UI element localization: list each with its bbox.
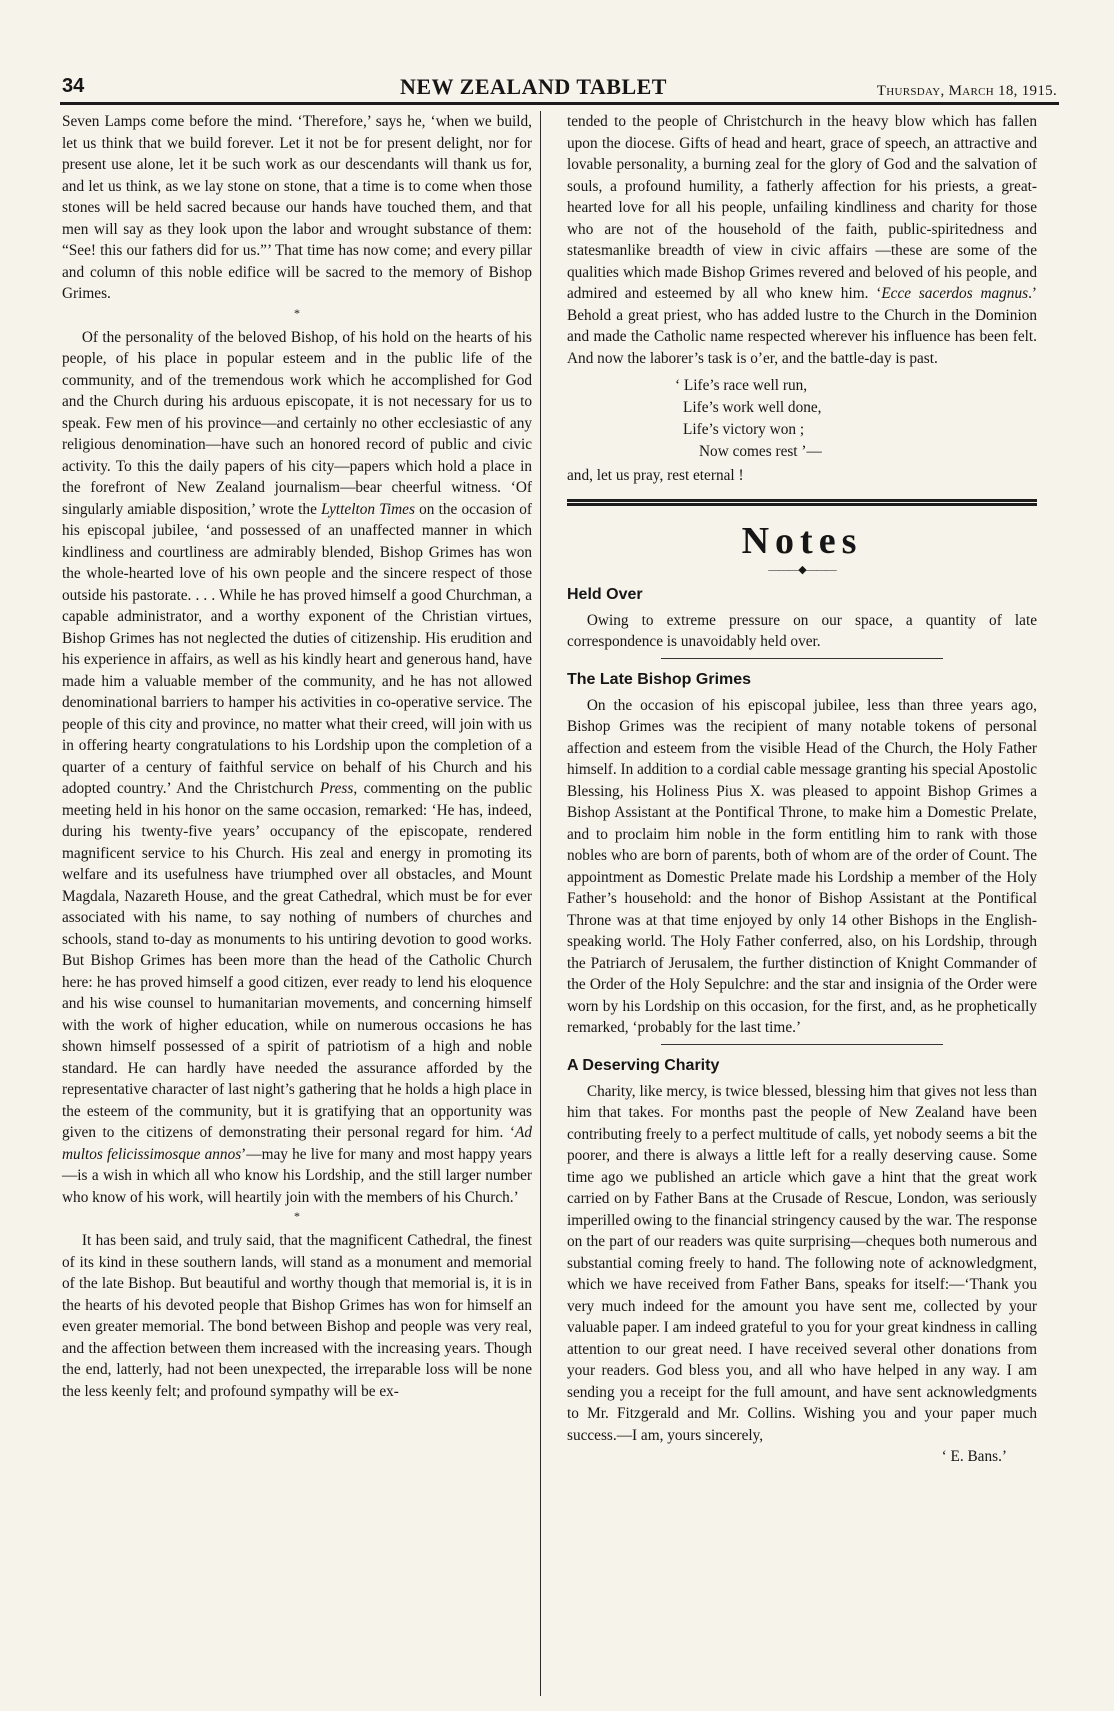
section-body-deserving-charity: Charity, like mercy, is twice blessed, blessing him that gives not less than him that takes. For months past the people of New Zealand have been contributing freely to a perfect multitude of calls, yet nobody seems a bit the poorer, and there is always a little left for a really deserving cause. Some time ago we published an article which gave a hint that the great work carried on by Father Bans at the Crusade of Rescue, London, was seriously imperilled owing to the financial stringency caused by the war. The response on the part of our readers was quite surprising—cheques both numerous and substantial coming freely to hand. The following note of acknowledgment, which we have received from Father Bans, speaks for itself:—‘Thank you very much indeed for the amount you have sent me, collected by your valuable paper. I am indeed grateful to you for your great kindness in calling attention to our great need. I have received several other donations from your readers. God bless you, and all who have helped in any way. I am sending you a receipt for the full amount, and have sent acknowledgments to Mr. Fitzgerald and Mr. Collins. Wishing you and your paper much success.—I am, yours sincerely, — [567, 1082, 1037, 1444]
section-heading-deserving-charity: A Deserving Charity — [567, 1056, 720, 1074]
section-body-held-over: Owing to extreme pressure on our space, a quantity of late correspondence is unavoidably held over. — [567, 611, 1037, 650]
text-run: , commenting on the public meeting held in his honor on the same occasion, remarked: ‘He has, indeed, during his twenty-five years’ occupancy of the episcopate, rendered magnificent service to his Church. His zeal and energy in promoting its welfare and its usefulness have triumphed over all obstacles, and Mount Magdala, Nazareth House, and the great Cathedral, which must be for ever associated with his name, to say nothing of numbers of churches and schools, stand to-day as monuments to his untiring devotion to good works. But Bishop Grimes has been more than the head of the Catholic Church here: he has proved himself a good citizen, ever ready to lend his eloquence and his wise counsel to humanitarian movements, and concerning himself with the work of higher education, while on numerous occasions he has shown himself possessed of a spirit of patriotism of a high and noble standard. He can hardly have needed the assurance afforded by the representative character of last night’s gathering that he holds a high place in the esteem of the community, but it is gratifying that an opportunity was given to the citizens of demonstrating their personal regard for him. ‘ — [62, 780, 533, 1141]
page-header — [60, 62, 1059, 105]
text-run: .’ Behold a great priest, who has added lustre to the Church in the Dominion and made the Catholic name respected wherever his influence has been felt. And now the laborer’s task is o’er, and the battle-day is past. — [567, 285, 1037, 367]
text-run: Of the personality of the beloved Bishop, of his hold on the hearts of his people, of his place in popular esteem and in the public life of the community, and of the tremendous work which he accomplished for God and the Church during his arduous episcopate, it is not necessary for us to speak. Few men of his province—and certainly no other ecclesiastic of any religious denomination—have such an honored record of public and civic activity. To this the daily papers of his city—papers which hold a place in the forefront of New Zealand journalism—bear cheerful witness. ‘Of singularly amiable disposition,’ wrote the — [62, 328, 532, 518]
poem-stanza — [675, 375, 1037, 463]
double-rule-divider — [567, 499, 1037, 506]
section-heading-held-over: Held Over — [567, 585, 643, 603]
poem-line: ‘ Life’s race well run, — [675, 377, 808, 394]
journal-title: NEW ZEALAND TABLET — [400, 74, 667, 99]
paragraph-continued-tribute — [567, 111, 1037, 369]
section-asterisk: * — [294, 1209, 300, 1223]
section-body-late-bishop: On the occasion of his episcopal jubilee, less than three years ago, Bishop Grimes was the recipient of many notable tokens of personal affection and esteem from the visible Head of the Church, the Holy Father himself. In addition to a cordial cable message granting his special Apostolic Blessing, his Holiness Pius X. was pleased to appoint Bishop Grimes a Bishop Assistant at the Pontifical Throne, to make him a Domestic Prelate, and to proclaim him noble in the form entitling him to rank with those nobles who are born of parents, both of whom are of the order of Count. The appointment as Domestic Prelate made his Lordship a member of the Holy Father’s household: and the honor of Bishop Assistant at the Pontifical Throne was at that time enjoyed by only 14 other Bishops in the English-speaking world. The Holy Father conferred, also, on his Lordship, through the Patriarch of Jerusalem, the further distinction of Knight Commander of the Order of the Holy Sepulchre: and the star and insignia of the Order were worn by his Lordship on this occasion, for the first, and, as he prophetically remarked, ‘probably for the last time.’ — [567, 696, 1037, 1036]
newspaper-title: Lyttelton Times — [321, 500, 415, 518]
paragraph-seven-lamps: Seven Lamps come before the mind. ‘Therefore,’ says he, ‘when we build, let us think that we build forever. Let it not be for present delight, nor for present use alone, let it be such work as our descendants will thank us for, and let us think, as we lay stone on stone, that a time is to come when those stones will be held sacred because our hands have touched them, and that men will say as they look upon the labor and wrought substance of them: “See! this our fathers did for us.”’ That time has now come; and every pillar and column of this noble edifice will be sacred to the memory of Bishop Grimes. — [62, 113, 532, 302]
short-rule — [661, 1044, 943, 1045]
right-column — [567, 111, 1037, 1468]
poem-line: Life’s work well done, — [683, 399, 822, 416]
section-heading-late-bishop: The Late Bishop Grimes — [567, 670, 752, 688]
text-run: tended to the people of Christchurch in the heavy blow which has fallen upon the diocese. Gifts of head and heart, grace of speech, an attractive and lovable personality, a burning zeal for the glory of God and the salvation of souls, a profound humility, a fatherly affection for his priests, a great-hearted love for all his people, unfailing kindliness and charity for those who are not of the household of the faith, public-spiritedness and statesmanlike breadth of view in civic affairs —these are some of the qualities which made Bishop Grimes revered and beloved of his people, and admired and esteemed by all who knew him. ‘ — [567, 113, 1037, 302]
notes-heading: Notes — [741, 519, 863, 562]
short-rule — [661, 658, 943, 659]
latin-phrase: Ecce sacerdos magnus — [881, 285, 1029, 302]
poem-line: Now comes rest ’— — [699, 443, 822, 460]
letter-signature: ‘ E. Bans.’ — [941, 1448, 1007, 1465]
paragraph-cathedral-memorial: It has been said, and truly said, that the magnificent Cathedral, the finest of its kind in these southern lands, will stand as a monument and memorial of the late Bishop. But beautiful and worthy though that memorial is, it is in the hearts of his devoted people that Bishop Grimes has won for himself an even greater memorial. The bond between Bishop and people was very real, and the affection between them increased with the increasing years. Though the end, latterly, had not been unexpected, the irreparable loss will be none the less keenly felt; and profound sympathy will be ex- — [62, 1232, 532, 1400]
text-run: ’—may he live for many and most happy years—is a wish in which all who know his Lordship, and the still larger number who know of his work, will heartily join with the members of his Church.’ — [62, 1145, 532, 1206]
poem-line: Life’s victory won ; — [683, 421, 805, 438]
left-column — [62, 111, 532, 1402]
paragraph-personality — [62, 327, 532, 1209]
issue-date: Thursday, March 18, 1915. — [876, 83, 1057, 99]
page-number: 34 — [62, 75, 85, 97]
text-run: on the occasion of his episcopal jubilee, ‘and possessed of an unaffected manner in which kindliness and courtliness are admirably blended, Bishop Grimes has won the whole-hearted love of his own people and the sincere respect of those outside his pastorate. . . . While he has proved himself a good Churchman, a capable administrator, and a worthy exponent of the Christian virtues, Bishop Grimes has not neglected the duties of citizenship. His erudition and his experience in affairs, as well as his kindly heart and generous hand, have made him a valuable member of the community, and he has not allowed denominational barriers to hamper his activities in co-operative service. The people of this city and province, no matter what their creed, will join with us in offering hearty congratulations to his Lordship upon the completion of a quarter of a century of faithful service on behalf of his Church and his adopted country.’ And the Christchurch — [62, 500, 532, 797]
section-asterisk: * — [294, 305, 300, 320]
ornament-divider: ———◆——— — [768, 563, 836, 576]
latin-phrase: Ad multos felicissimosque annos — [62, 1124, 532, 1163]
column-divider — [540, 111, 541, 1696]
newspaper-title: Press — [319, 780, 354, 797]
closing-prayer: and, let us pray, rest eternal ! — [567, 467, 744, 484]
